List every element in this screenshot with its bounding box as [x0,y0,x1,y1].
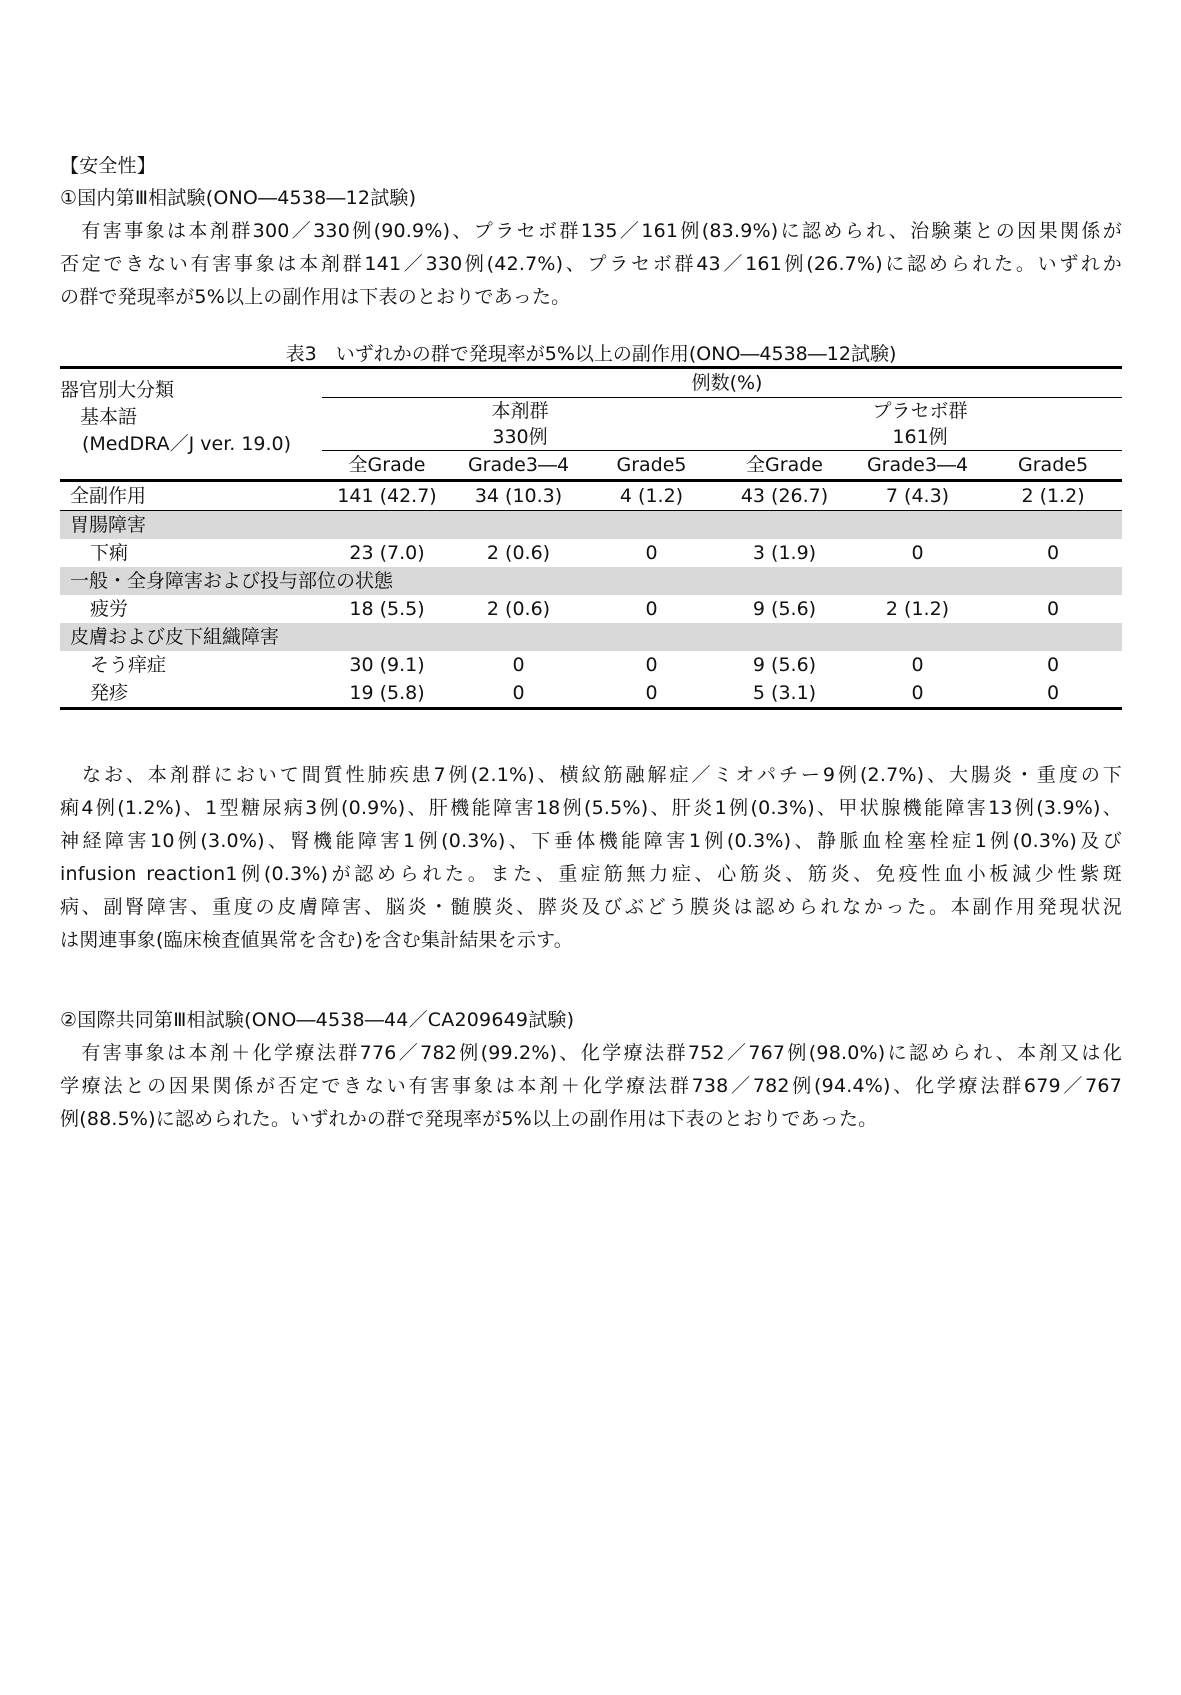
note-para-line: infusion reaction1例(0.3%)が認められた。また、重症筋無力症、心筋炎、筋炎、免疫性血小板減少性紫斑 [60,863,1122,885]
cell: 0 [1046,654,1060,676]
table-row [60,651,1122,679]
soc-label: 皮膚および皮下組織障害 [60,623,1122,651]
cell: 0 [645,598,658,620]
study1-heading: ①国内第Ⅲ相試験(ONO―4538―12試験) [60,187,417,209]
note-para-line: 痢4例(1.2%)、1型糖尿病3例(0.9%)、肝機能障害18例(5.5%)、肝炎1例(0.3%)、甲状腺機能障害13例(3.9%)、 [60,797,1122,819]
study2-para-line: 有害事象は本剤＋化学療法群776／782例(99.2%)、化学療法群752／767例(98.0%)に認められ、本剤又は化 [60,1042,1122,1064]
table-row [60,539,1122,567]
count-header: 例数(%) [322,368,1122,398]
group-header-drug: 本剤群 [491,400,549,422]
pt-label: 疲労 [90,598,129,620]
table-row [60,679,1122,709]
cell: 0 [645,654,658,676]
study2-heading: ②国際共同第Ⅲ相試験(ONO―4538―44／CA209649試験) [60,1009,575,1031]
section-title: 【安全性】 [60,155,157,177]
note-para-line: は関連事象(臨床検査値異常を含む)を含む集計結果を示す。 [60,929,573,951]
cell: 23 (7.0) [349,542,425,564]
group-n-drug: 330例 [322,424,718,451]
subcol-header: Grade5 [984,451,1122,481]
cell: 2 (1.2) [885,598,950,620]
cell: 4 (1.2) [585,481,718,511]
pt-label: そう痒症 [90,654,167,676]
note-para-line: 神経障害10例(3.0%)、腎機能障害1例(0.3%)、下垂体機能障害1例(0.3%)、静脈血栓塞栓症1例(0.3%)及び [60,830,1122,852]
total-label: 全副作用 [60,481,322,511]
group-header-placebo: プラセボ群 [872,400,968,422]
cell: 0 [851,679,984,709]
study2-para-line: 学療法との因果関係が否定できない有害事象は本剤＋化学療法群738／782例(94.4%)、化学療法群679／767 [60,1075,1122,1097]
cell: 5 (3.1) [718,679,851,709]
row-header-cell [60,368,322,481]
soc-label: 一般・全身障害および投与部位の状態 [60,567,1122,595]
cell: 3 (1.9) [752,542,817,564]
study2-para-line: 例(88.5%)に認められた。いずれかの群で発現率が5%以上の副作用は下表のとおりであった。 [60,1108,878,1130]
table-row-soc [60,623,1122,651]
cell: 0 [585,679,718,709]
cell: 141 (42.7) [322,481,452,511]
group-n-placebo: 161例 [718,424,1122,451]
soc-label: 胃腸障害 [60,511,1122,540]
cell: 0 [452,679,585,709]
cell: 34 (10.3) [452,481,585,511]
cell: 19 (5.8) [322,679,452,709]
note-para-line: なお、本剤群において間質性肺疾患7例(2.1%)、横紋筋融解症／ミオパチー9例(2.7%)、大腸炎・重度の下 [60,764,1122,786]
table-row-soc [60,511,1122,540]
study1-para-line: の群で発現率が5%以上の副作用は下表のとおりであった。 [60,286,571,308]
cell: 0 [911,654,924,676]
table-row-soc [60,567,1122,595]
pt-label: 発疹 [60,679,322,709]
cell: 9 (5.6) [752,654,817,676]
pt-label: 下痢 [90,542,129,564]
cell: 2 (1.2) [984,481,1122,511]
cell: 0 [1046,542,1060,564]
cell: 0 [1046,598,1060,620]
subcol-header: 全Grade [718,451,851,481]
cell: 2 (0.6) [486,598,551,620]
adverse-reactions-table [60,366,1122,710]
table-caption: 表3 いずれかの群で発現率が5%以上の副作用(ONO―4538―12試験) [285,343,897,365]
cell: 7 (4.3) [851,481,984,511]
row-header-pt: 基本語 [80,406,138,428]
cell: 0 [911,542,924,564]
subcol-header: Grade5 [585,451,718,481]
cell: 2 (0.6) [486,542,551,564]
table-row-total [60,481,1122,511]
cell: 0 [645,542,658,564]
cell: 9 (5.6) [752,598,817,620]
subcol-header: Grade3―4 [452,451,585,481]
row-header-meddra: (MedDRA／J ver. 19.0) [82,433,292,455]
cell: 0 [512,654,525,676]
table-row [60,595,1122,623]
row-header-soc: 器官別大分類 [60,379,175,401]
cell: 30 (9.1) [349,654,425,676]
subcol-header: 全Grade [322,451,452,481]
study1-para-line: 否定できない有害事象は本剤群141／330例(42.7%)、プラセボ群43／161例(26.7%)に認められた。いずれか [60,253,1122,275]
cell: 18 (5.5) [349,598,425,620]
cell: 0 [984,679,1122,709]
study1-para-line: 有害事象は本剤群300／330例(90.9%)、プラセボ群135／161例(83.9%)に認められ、治験薬との因果関係が [60,220,1122,242]
note-para-line: 病、副腎障害、重度の皮膚障害、脳炎・髄膜炎、膵炎及びぶどう膜炎は認められなかった。本副作用発現状況 [60,896,1122,918]
subcol-header: Grade3―4 [851,451,984,481]
cell: 43 (26.7) [718,481,851,511]
